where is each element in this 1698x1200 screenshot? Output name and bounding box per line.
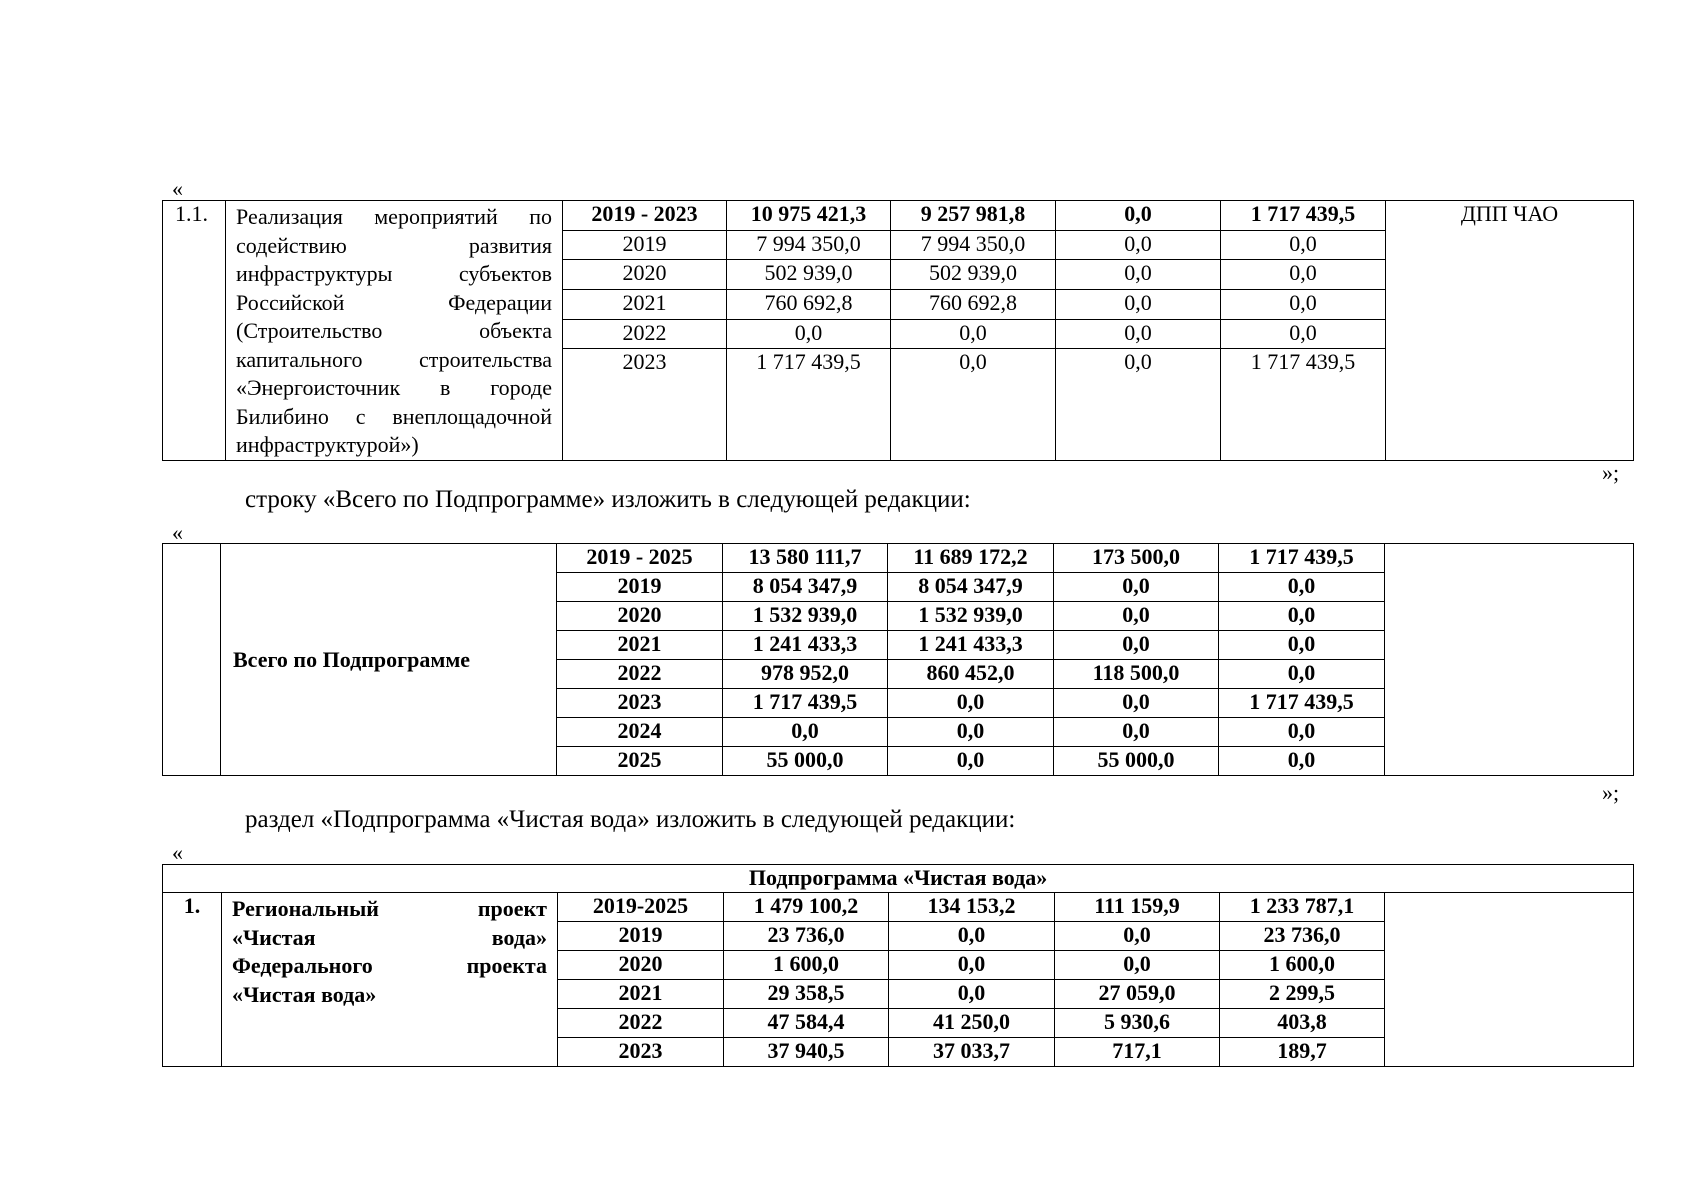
item-number-empty [163,544,221,776]
value-cell: 9 257 981,8 [891,201,1056,231]
value-cell: 0,0 [1219,602,1385,631]
value-cell: 29 358,5 [724,980,889,1009]
value-cell: 0,0 [889,980,1055,1009]
executor-cell: ДПП ЧАО [1386,201,1634,461]
value-cell: 0,0 [1054,718,1219,747]
value-cell: 55 000,0 [723,747,888,776]
value-cell: 8 054 347,9 [888,573,1054,602]
value-cell: 0,0 [1221,319,1386,349]
value-cell: 7 994 350,0 [727,230,891,260]
value-cell: 23 736,0 [1220,922,1385,951]
value-cell: 0,0 [1056,289,1221,319]
value-cell: 0,0 [1219,660,1385,689]
year-cell: 2023 [563,349,727,460]
period-cell: 2019 - 2025 [557,544,723,573]
value-cell: 5 930,6 [1055,1009,1220,1038]
value-cell: 0,0 [1056,260,1221,290]
value-cell: 0,0 [1055,922,1220,951]
value-cell: 8 054 347,9 [723,573,888,602]
value-cell: 0,0 [1221,289,1386,319]
year-cell: 2021 [557,631,723,660]
year-cell: 2020 [558,951,724,980]
total-cell: 10 975 421,3 [727,201,891,231]
table-subprogram-total [162,543,1634,776]
quote-close-1: »; [1602,460,1620,485]
value-cell: 403,8 [1220,1009,1385,1038]
value-cell: 0,0 [1219,718,1385,747]
value-cell: 0,0 [891,319,1056,349]
value-cell: 189,7 [1220,1038,1385,1067]
year-cell: 2020 [557,602,723,631]
value-cell: 0,0 [727,319,891,349]
value-cell: 1 717 439,5 [1219,689,1385,718]
executor-cell-empty [1385,893,1634,1067]
year-cell: 2021 [558,980,724,1009]
value-cell: 1 717 439,5 [1219,544,1385,573]
value-cell: 978 952,0 [723,660,888,689]
value-cell: 0,0 [1056,349,1221,460]
value-cell: 0,0 [1221,230,1386,260]
value-cell: 1 241 433,3 [888,631,1054,660]
value-cell: 1 532 939,0 [723,602,888,631]
year-cell: 2019 [557,573,723,602]
value-cell: 47 584,4 [724,1009,889,1038]
project-name: Региональный проект «Чистая вода» Федерального проекта «Чистая вода» [222,893,558,1067]
year-cell: 2022 [558,1009,724,1038]
value-cell: 0,0 [1219,573,1385,602]
value-cell: 760 692,8 [891,289,1056,319]
value-cell: 0,0 [1056,230,1221,260]
year-cell: 2023 [558,1038,724,1067]
value-cell: 0,0 [1056,201,1221,231]
year-cell: 2024 [557,718,723,747]
total-cell: 1 479 100,2 [724,893,889,922]
value-cell: 1 717 439,5 [727,349,891,460]
quote-open-2: « [172,520,183,545]
year-cell: 2022 [563,319,727,349]
measure-name: Реализация мероприятий по содействию развития инфраструктуры субъектов Российской Федерации (Строительство объекта капитального строительства «Энергоисточник в городе Билибино с внеплощадочной инфраструктурой») [226,201,563,461]
executor-cell-empty [1385,544,1634,776]
value-cell: 1 233 787,1 [1220,893,1385,922]
value-cell: 2 299,5 [1220,980,1385,1009]
value-cell: 1 600,0 [724,951,889,980]
year-cell: 2022 [557,660,723,689]
value-cell: 1 600,0 [1220,951,1385,980]
value-cell: 0,0 [1054,573,1219,602]
total-label: Всего по Подпрограмме [221,544,557,776]
value-cell: 1 717 439,5 [723,689,888,718]
value-cell: 0,0 [1054,689,1219,718]
period-cell: 2019 - 2023 [563,201,727,231]
value-cell: 0,0 [891,349,1056,460]
year-cell: 2020 [563,260,727,290]
value-cell: 1 717 439,5 [1221,349,1386,460]
value-cell: 37 940,5 [724,1038,889,1067]
year-cell: 2019 [558,922,724,951]
value-cell: 1 532 939,0 [888,602,1054,631]
instruction-paragraph-1: строку «Всего по Подпрограмме» изложить в следующей редакции: [245,486,971,513]
value-cell: 1 241 433,3 [723,631,888,660]
value-cell: 0,0 [889,922,1055,951]
value-cell: 0,0 [889,951,1055,980]
item-number: 1. [163,893,222,1067]
value-cell: 0,0 [888,718,1054,747]
value-cell: 0,0 [1219,631,1385,660]
value-cell: 0,0 [888,689,1054,718]
value-cell: 23 736,0 [724,922,889,951]
value-cell: 0,0 [1054,631,1219,660]
value-cell: 37 033,7 [889,1038,1055,1067]
value-cell: 717,1 [1055,1038,1220,1067]
value-cell: 27 059,0 [1055,980,1220,1009]
value-cell: 111 159,9 [1055,893,1220,922]
year-cell: 2021 [563,289,727,319]
value-cell: 0,0 [1056,319,1221,349]
value-cell: 860 452,0 [888,660,1054,689]
value-cell: 0,0 [1055,951,1220,980]
instruction-paragraph-2: раздел «Подпрограмма «Чистая вода» изложить в следующей редакции: [245,806,1016,833]
value-cell: 173 500,0 [1054,544,1219,573]
value-cell: 0,0 [1219,747,1385,776]
year-cell: 2025 [557,747,723,776]
item-number: 1.1. [163,201,226,461]
table-energy-source [162,200,1634,461]
value-cell: 760 692,8 [727,289,891,319]
value-cell: 55 000,0 [1054,747,1219,776]
quote-open-3: « [172,840,183,865]
year-cell: 2019 [563,230,727,260]
value-cell: 1 717 439,5 [1221,201,1386,231]
quote-close-2: »; [1602,780,1620,805]
value-cell: 41 250,0 [889,1009,1055,1038]
value-cell: 502 939,0 [727,260,891,290]
value-cell: 0,0 [723,718,888,747]
value-cell: 0,0 [1221,260,1386,290]
table-clean-water [162,864,1634,1067]
value-cell: 11 689 172,2 [888,544,1054,573]
total-cell: 13 580 111,7 [723,544,888,573]
value-cell: 502 939,0 [891,260,1056,290]
value-cell: 7 994 350,0 [891,230,1056,260]
quote-open-1: « [172,176,183,201]
value-cell: 0,0 [888,747,1054,776]
value-cell: 134 153,2 [889,893,1055,922]
subprogram-header: Подпрограмма «Чистая вода» [163,865,1634,893]
period-cell: 2019-2025 [558,893,724,922]
value-cell: 0,0 [1054,602,1219,631]
year-cell: 2023 [557,689,723,718]
value-cell: 118 500,0 [1054,660,1219,689]
